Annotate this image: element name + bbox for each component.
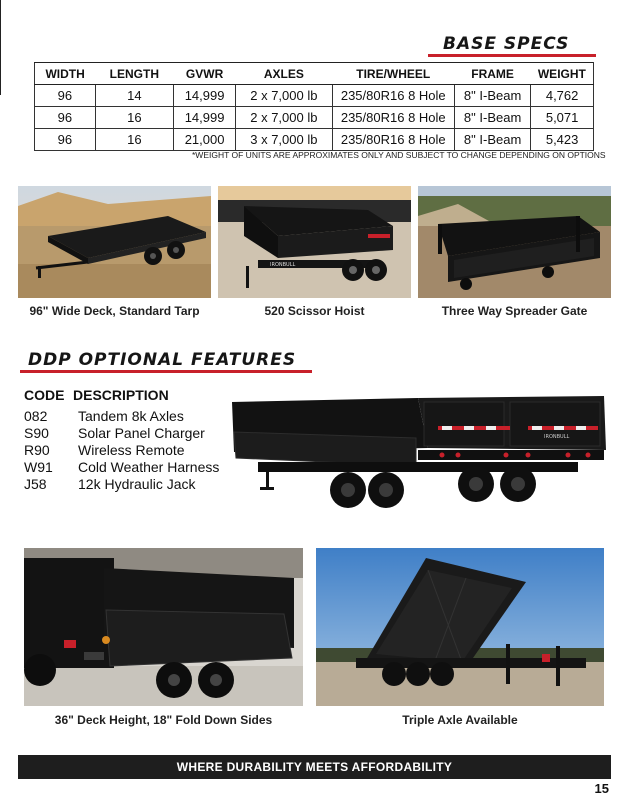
- svg-text:IRONBULL: IRONBULL: [544, 434, 570, 440]
- table-row: [35, 129, 594, 151]
- footer-band: [18, 755, 611, 779]
- trailer-photo-2: [218, 186, 411, 298]
- feature-desc-header: DESCRIPTION: [73, 387, 169, 403]
- left-margin-line: [0, 0, 1, 95]
- table-cell: 96: [35, 85, 96, 107]
- table-cell: 14,999: [173, 85, 235, 107]
- feature-item: [24, 476, 196, 492]
- svg-text:IRONBULL: IRONBULL: [270, 262, 296, 268]
- table-row: [35, 85, 594, 107]
- base-specs-table: [34, 62, 594, 151]
- specs-footnote: *WEIGHT OF UNITS ARE APPROXIMATES ONLY AND SUBJECT TO CHANGE DEPENDING ON OPTIONS: [192, 150, 606, 160]
- feature-code: R90: [24, 442, 50, 458]
- base-specs-underline: [428, 54, 596, 57]
- base-specs-heading: BASE SPECS: [443, 34, 570, 54]
- optional-features-heading: DDP OPTIONAL FEATURES: [28, 350, 297, 370]
- photo-scissor-hoist: [218, 186, 411, 298]
- feature-item: [24, 442, 185, 458]
- feature-desc: 12k Hydraulic Jack: [78, 476, 196, 492]
- table-cell: 8" I-Beam: [454, 129, 530, 151]
- footer-tagline: WHERE DURABILITY MEETS AFFORDABILITY: [176, 760, 453, 774]
- feature-code: J58: [24, 476, 47, 492]
- table-cell: 16: [95, 129, 173, 151]
- caption-wide-deck-tarp: 96" Wide Deck, Standard Tarp: [29, 304, 200, 318]
- col-width-header: WIDTH: [35, 63, 96, 85]
- dump-trailer-illustration: [228, 392, 610, 518]
- table-cell: 4,762: [531, 85, 594, 107]
- table-cell: 235/80R16 8 Hole: [332, 85, 454, 107]
- feature-desc: Solar Panel Charger: [78, 425, 205, 441]
- col-tire-header: TIRE/WHEEL: [332, 63, 454, 85]
- table-cell: 8" I-Beam: [454, 85, 530, 107]
- col-weight-header: WEIGHT: [531, 63, 594, 85]
- feature-code: S90: [24, 425, 49, 441]
- table-cell: 3 x 7,000 lb: [236, 129, 332, 151]
- table-cell: 235/80R16 8 Hole: [332, 129, 454, 151]
- feature-item: [24, 408, 184, 424]
- table-cell: 21,000: [173, 129, 235, 151]
- table-cell: 96: [35, 129, 96, 151]
- table-cell: 2 x 7,000 lb: [236, 107, 332, 129]
- table-cell: 235/80R16 8 Hole: [332, 107, 454, 129]
- table-cell: 5,071: [531, 107, 594, 129]
- feature-code: 082: [24, 408, 48, 424]
- photo-wide-deck-tarp: [18, 186, 211, 298]
- table-cell: 8" I-Beam: [454, 107, 530, 129]
- table-cell: 2 x 7,000 lb: [236, 85, 332, 107]
- col-frame-header: FRAME: [454, 63, 530, 85]
- dump-trailer-image: [228, 392, 610, 518]
- caption-spreader-gate: Three Way Spreader Gate: [441, 304, 588, 318]
- photo-triple-axle: [316, 548, 604, 706]
- trailer-photo-4: [24, 548, 303, 706]
- photo-deck-height-fold-sides: [24, 548, 303, 706]
- feature-desc: Tandem 8k Axles: [78, 408, 184, 424]
- caption-triple-axle: Triple Axle Available: [402, 713, 518, 727]
- table-cell: 14: [95, 85, 173, 107]
- feature-code: W91: [24, 459, 53, 475]
- photo-spreader-gate: [418, 186, 611, 298]
- table-cell: 96: [35, 107, 96, 129]
- table-cell: 14,999: [173, 107, 235, 129]
- feature-item: [24, 425, 205, 441]
- col-axles-header: AXLES: [236, 63, 332, 85]
- caption-scissor-hoist: 520 Scissor Hoist: [264, 304, 365, 318]
- trailer-photo-3: [418, 186, 611, 298]
- col-gvwr-header: GVWR: [173, 63, 235, 85]
- optional-features-underline: [20, 370, 312, 373]
- feature-item: [24, 459, 219, 475]
- caption-deck-height-fold-sides: 36" Deck Height, 18" Fold Down Sides: [54, 713, 273, 727]
- feature-code-header: CODE: [24, 387, 65, 403]
- specs-header-row: [35, 63, 594, 85]
- table-cell: 5,423: [531, 129, 594, 151]
- table-row: [35, 107, 594, 129]
- col-length-header: LENGTH: [95, 63, 173, 85]
- trailer-photo-5: [316, 548, 604, 706]
- feature-desc: Wireless Remote: [78, 442, 185, 458]
- page-number: 15: [594, 781, 609, 796]
- trailer-photo-1: [18, 186, 211, 298]
- feature-desc: Cold Weather Harness: [78, 459, 220, 475]
- table-cell: 16: [95, 107, 173, 129]
